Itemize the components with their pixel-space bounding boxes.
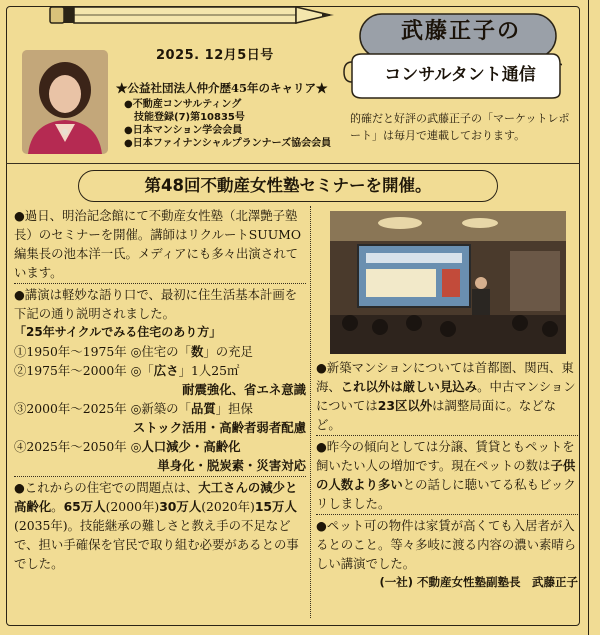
pet-paragraph: ●昨今の傾向としては分譲、賃貸ともペットを飼いたい人の増加です。現在ペットの数は子供の人数より多いとの話しに聴いてる私もビックリしました。 — [316, 439, 576, 511]
report-note: 的確だと好評の武藤正子の「マーケットレポート」は毎月で連載しております。 — [350, 112, 570, 142]
column-title: 武藤正子の — [400, 18, 521, 44]
cycle-item-1: ①1950年～1975年 ◎住宅の「数」の充足 — [14, 344, 253, 359]
signature: (一社) 不動産女性塾副塾長 武藤正子 — [379, 575, 578, 589]
credential-item: ●日本マンション学会会員 — [124, 125, 243, 136]
cycle-item-4-detail: 単身化・脱炭素・災害対応 — [157, 458, 306, 473]
cycle-item-3-detail: ストック活用・高齢者弱者配慮 — [132, 420, 306, 435]
author-portrait — [22, 50, 108, 154]
lecture-paragraph: ●講演は軽妙な語り口で、最初に住生活基本計画を下記の通り説明されました。 — [14, 287, 298, 321]
pencil-icon — [44, 5, 344, 27]
divider — [316, 435, 578, 436]
left-column — [14, 206, 306, 573]
credential-item: 技能登録(7)第10835号 — [124, 112, 245, 123]
seminar-photo — [330, 211, 566, 354]
cycle-item-4: ④2025年～2050年 ◎人口減少・高齢化 — [14, 439, 241, 454]
intro-paragraph: ●過日、明治記念館にて不動産女性塾（北澤艶子塾長）のセミナーを開催。講師はリクルートSUUMO編集長の池本洋一氏。メディアにも多々出演されています。 — [14, 208, 302, 280]
column-divider — [310, 206, 311, 618]
market-paragraph: ●新築マンションについては首都圏、関西、東海、これ以外は厳しい見込み。中古マンションについては23区以外は調整局面に。などなど。 — [316, 360, 576, 432]
right-column — [316, 358, 578, 592]
header-divider — [6, 163, 580, 164]
cycle-item-2: ②1975年～2000年 ◎「広さ」1人25㎡ — [14, 363, 240, 378]
column-subtitle: コンサルタント通信 — [384, 65, 536, 85]
divider — [14, 283, 306, 284]
closing-paragraph: ●ペット可の物件は家賃が高くても入居者が入るとのこと。等々多岐に渡る内容の濃い素晴らしい講演でした。 — [316, 518, 577, 571]
issues-paragraph: ●これからの住宅での問題点は、大工さんの減少と高齢化。65万人(2000年)30万人(2020年)15万人(2035年)。技能継承の難しさと教え手の不足などで、担い手確保を官民で取り組む必要があるとの事でした。 — [14, 480, 299, 571]
divider — [316, 514, 578, 515]
headline: 第48回不動産女性塾セミナーを開催。 — [78, 170, 498, 202]
credential-item: ●不動産コンサルティング — [124, 99, 242, 110]
credential-item: ●日本ファイナンシャルプランナーズ協会会員 — [124, 138, 332, 149]
issue-date: 2025. 12月5日号 — [156, 48, 274, 63]
career-line: ★公益社団法人仲介歴45年のキャリア★ — [116, 81, 328, 95]
divider — [14, 476, 306, 477]
next-column-edge — [588, 0, 600, 635]
credentials-list — [124, 98, 331, 150]
cycle-item-2-detail: 耐震強化、省エネ意識 — [182, 382, 306, 397]
cycle-item-3: ③2000年～2025年 ◎新築の「品質」担保 — [14, 401, 253, 416]
cycle-title: 「25年サイクルでみる住宅のあり方」 — [14, 325, 222, 339]
